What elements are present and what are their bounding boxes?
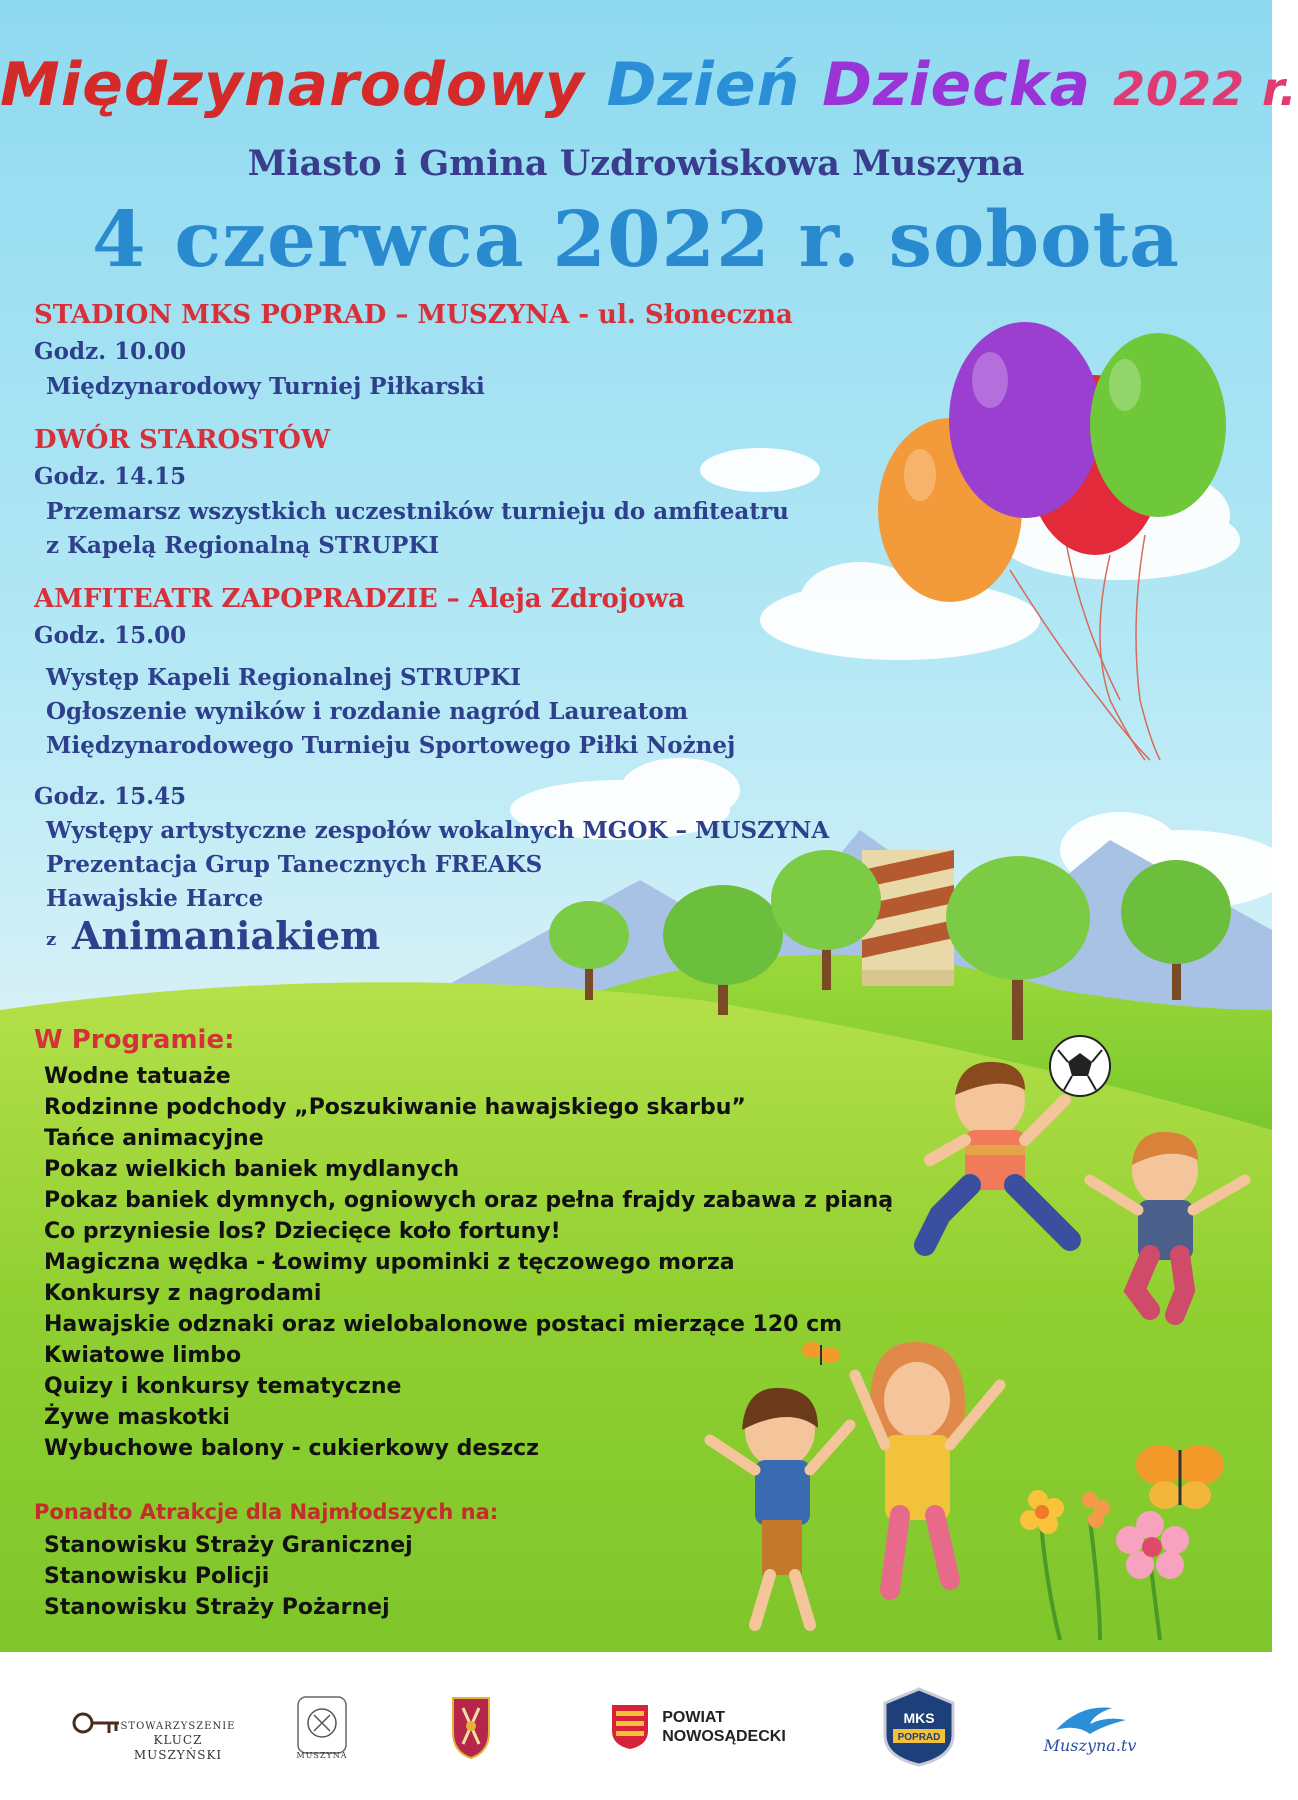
powiat-shield-icon [610,1703,650,1751]
title-part-3: Dziecka [822,50,1092,120]
program-item: Magiczna wędka - Łowimy upominki z tęczowego morza [44,1250,735,1275]
logo-powiat-nowosadecki [598,1682,798,1772]
logo-seal [292,1682,352,1772]
bird-icon [1050,1700,1130,1736]
item-kapela: z Kapelą Regionalną STRUPKI [46,532,440,559]
item-ogloszenie: Ogłoszenie wyników i rozdanie nagród Laureatom [46,698,689,725]
logo-klucz-muszynski [78,1682,236,1772]
item-z-prefix: z [46,929,57,950]
item-wystep: Występ Kapeli Regionalnej STRUPKI [46,664,521,691]
program-item: Pokaz baniek dymnych, ogniowych oraz pełna frajdy zabawa z pianą [44,1188,894,1213]
venue-dwor: DWÓR STAROSTÓW [34,425,331,455]
hour-1545: Godz. 15.45 [34,783,187,810]
soccer-ball [1050,1036,1110,1096]
hour-1415: Godz. 14.15 [34,463,187,490]
item-turniej: Międzynarodowy Turniej Piłkarski [46,373,485,400]
program-item: Rodzinne podchody „Poszukiwanie hawajskiego skarbu” [44,1095,746,1120]
venue-stadium: STADION MKS POPRAD – MUSZYNA - ul. Słoneczna [34,300,793,330]
program-item: Tańce animacyjne [44,1126,264,1151]
item-przemarsz: Przemarsz wszystkich uczestników turnieju do amfiteatru [46,498,789,525]
key-icon [71,1707,121,1747]
item-wystepy: Występy artystyczne zespołów wokalnych MGOK – MUSZYNA [46,817,830,844]
extra-item: Stanowisku Straży Granicznej [44,1533,413,1558]
seal-text: MUSZYNA [296,1751,348,1760]
logo-muszyna-tv [1030,1682,1150,1772]
program-item: Pokaz wielkich baniek mydlanych [44,1157,460,1182]
footer-logos [0,1652,1272,1800]
powiat-line-2: NOWOSĄDECKI [662,1728,786,1745]
muszyna-tv-text: Muszyna.tv [1043,1735,1137,1755]
purple-balloon [949,322,1101,518]
program-item: Konkursy z nagrodami [44,1281,322,1306]
klucz-line-1: STOWARZYSZENIE [120,1720,236,1732]
coat-of-arms-icon [449,1694,493,1760]
title-part-2: Dzień [606,50,801,120]
green-balloon [1090,333,1226,517]
logo-coat-of-arms [446,1682,496,1772]
extra-item: Stanowisku Straży Pożarnej [44,1595,390,1620]
program-item: Wybuchowe balony - cukierkowy deszcz [44,1436,539,1461]
program-item: Hawajskie odznaki oraz wielobalonowe postaci mierzące 120 cm [44,1312,843,1337]
mks-sub-text: POPRAD [897,1732,941,1743]
powiat-line-1: POWIAT [662,1708,726,1726]
extra-item: Stanowisku Policji [44,1564,270,1589]
item-turnieju: Międzynarodowego Turnieju Sportowego Piłki Nożnej [46,732,736,759]
program-item: Kwiatowe limbo [44,1343,242,1368]
mks-text: MKS [903,1710,935,1726]
item-harce: Hawajskie Harce [46,885,264,912]
subtitle: Miasto i Gmina Uzdrowiskowa Muszyna [247,143,1025,184]
program-item: Quizy i konkursy tematyczne [44,1374,402,1399]
klucz-line-3: MUSZYŃSKI [133,1748,223,1763]
title-part-1: Międzynarodowy [0,50,585,120]
item-animaniakiem: Animaniakiem [72,913,381,958]
program-item: Wodne tatuaże [44,1064,231,1089]
program-heading: W Programie: [34,1025,235,1055]
program-item: Co przyniesie los? Dziecięce koło fortuny! [44,1219,561,1244]
extra-heading: Ponadto Atrakcje dla Najmłodszych na: [34,1500,499,1524]
venue-amfiteatr: AMFITEATR ZAPOPRADZIE – Aleja Zdrojowa [34,584,685,614]
hour-1000: Godz. 10.00 [34,338,187,365]
program-item: Żywe maskotki [44,1405,230,1430]
hour-1500: Godz. 15.00 [34,622,187,649]
mks-badge [879,1685,959,1769]
klucz-line-2: KLUCZ [153,1733,203,1748]
main-title [0,50,1298,120]
item-freaks: Prezentacja Grup Tanecznych FREAKS [46,851,543,878]
title-part-4: 2022 r. [1113,62,1298,116]
logo-mks-poprad [876,1682,962,1772]
event-date: 4 czerwca 2022 r. sobota [91,195,1180,285]
